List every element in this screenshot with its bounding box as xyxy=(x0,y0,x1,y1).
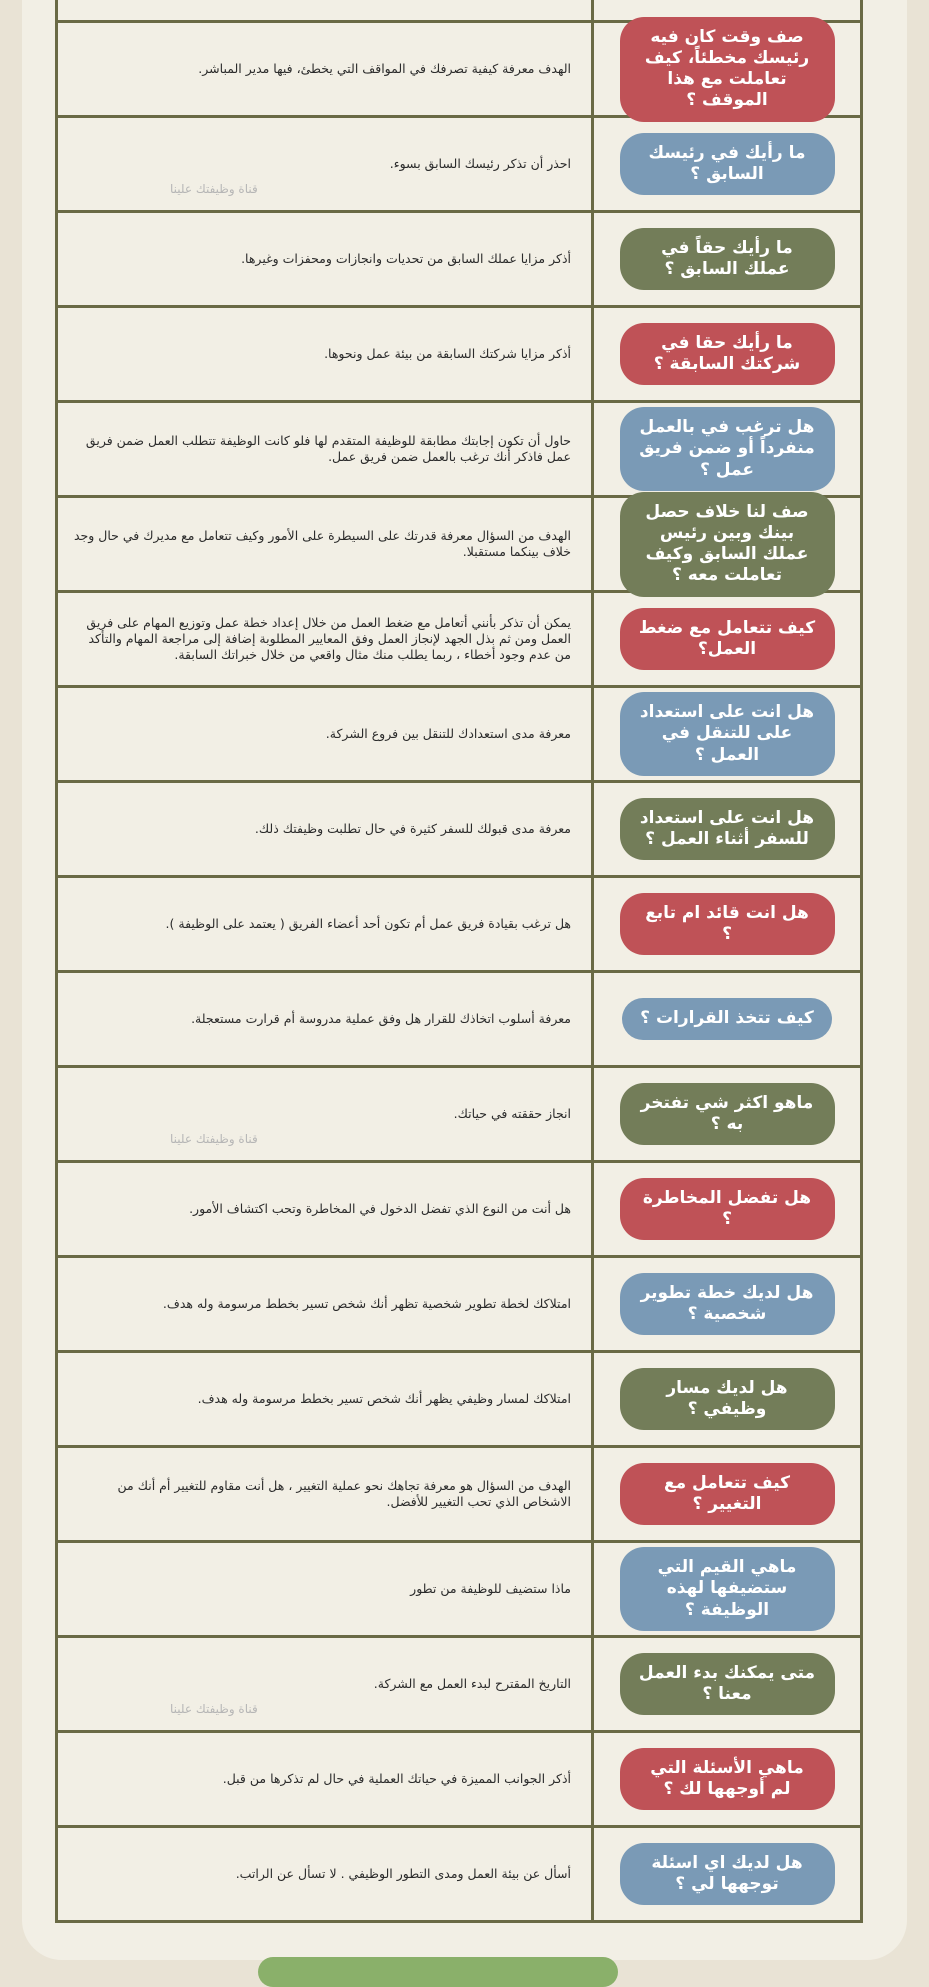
answer-cell xyxy=(58,688,591,780)
answer-cell xyxy=(58,973,591,1065)
table-row xyxy=(58,20,860,115)
answer-cell xyxy=(58,23,591,115)
question-cell xyxy=(591,1163,860,1255)
answer-cell xyxy=(58,783,591,875)
watermark-text: قناة وظيفتك علينا xyxy=(170,1702,258,1716)
answer-text: هل أنت من النوع الذي تفضل الدخول في المخاطرة وتحب اكتشاف الأمور. xyxy=(189,1200,571,1216)
interview-questions-table xyxy=(55,0,863,1923)
question-pill: ماهو اكثر شي تفتخر به ؟ xyxy=(620,1083,835,1146)
question-pill: هل لديك خطة تطوير شخصية ؟ xyxy=(620,1273,835,1336)
question-cell xyxy=(591,688,860,780)
table-row xyxy=(58,210,860,305)
question-pill: ماهي الأسئلة التي لم أوجهها لك ؟ xyxy=(620,1748,835,1811)
question-cell xyxy=(591,878,860,970)
question-cell xyxy=(591,1638,860,1730)
question-cell xyxy=(591,308,860,400)
answer-text: امتلاكك لمسار وظيفي يظهر أنك شخص تسير بخطط مرسومة وله هدف. xyxy=(197,1390,571,1406)
answer-cell xyxy=(58,403,591,495)
question-cell xyxy=(591,783,860,875)
answer-cell xyxy=(58,1733,591,1825)
answer-cell xyxy=(58,593,591,685)
table-row xyxy=(58,305,860,400)
question-pill: هل انت على استعداد للسفر أثناء العمل ؟ xyxy=(620,798,835,861)
answer-text: أذكر مزايا شركتك السابقة من بيئة عمل ونحوها. xyxy=(324,345,571,361)
answer-text: الهدف من السؤال معرفة قدرتك على السيطرة على الأمور وكيف تتعامل مع مديرك في حال وجد خلاف بينكما مستقبلا. xyxy=(73,527,571,559)
answer-text: معرفة مدى استعدادك للتنقل بين فروع الشركة. xyxy=(325,725,571,741)
answer-text: التاريخ المقترح لبدء العمل مع الشركة. xyxy=(373,1675,571,1691)
answer-text: أسأل عن بيئة العمل ومدى التطور الوظيفي . لا تسأل عن الراتب. xyxy=(235,1865,571,1881)
question-cell xyxy=(591,1543,860,1635)
answer-text: ماذا ستضيف للوظيفة من تطور xyxy=(410,1580,571,1596)
question-cell xyxy=(591,1353,860,1445)
question-cell xyxy=(591,118,860,210)
question-pill: كيف تتخذ القرارات ؟ xyxy=(622,998,832,1039)
question-cell xyxy=(591,1448,860,1540)
answer-cell xyxy=(58,1068,591,1160)
table-row xyxy=(58,780,860,875)
answer-cell xyxy=(58,1543,591,1635)
answer-cell xyxy=(58,1353,591,1445)
table-row xyxy=(58,1350,860,1445)
question-cell xyxy=(591,1733,860,1825)
answer-cell xyxy=(58,308,591,400)
question-cell xyxy=(591,23,860,115)
question-pill: هل انت على استعداد على للتنقل في العمل ؟ xyxy=(620,692,835,776)
question-cell xyxy=(591,1258,860,1350)
question-cell xyxy=(591,403,860,495)
answer-text: حاول أن تكون إجابتك مطابقة للوظيفة المتقدم لها فلو كانت الوظيفة تتطلب العمل ضمن فريق عمل فاذكر أنك ترغب بالعمل ضمن فريق عمل. xyxy=(85,432,571,464)
table-row xyxy=(58,590,860,685)
answer-text: الهدف من السؤال هو معرفة تجاهك نحو عملية التغيير ، هل أنت مقاوم للتغيير أم أنك من الاشخاص الذي تحب التغيير للأفضل. xyxy=(117,1477,571,1509)
answer-cell xyxy=(58,213,591,305)
question-cell xyxy=(591,1828,860,1920)
question-pill: متى يمكنك بدء العمل معنا ؟ xyxy=(620,1653,835,1716)
answer-cell xyxy=(58,118,591,210)
answer-cell xyxy=(58,1828,591,1920)
question-pill: كيف تتعامل مع ضغط العمل؟ xyxy=(620,608,835,671)
answer-text: أذكر مزايا عملك السابق من تحديات وانجازات ومحفزات وغيرها. xyxy=(241,250,571,266)
answer-text: معرفة أسلوب اتخاذك للقرار هل وفق عملية مدروسة أم قرارت مستعجلة. xyxy=(191,1010,571,1026)
question-pill: كيف تتعامل مع التغيير ؟ xyxy=(620,1463,835,1526)
table-row xyxy=(58,1540,860,1635)
bottom-action-button[interactable] xyxy=(258,1957,618,1987)
table-row xyxy=(58,1445,860,1540)
question-pill: هل ترغب في بالعمل منفرداً أو ضمن فريق عمل ؟ xyxy=(620,407,835,491)
table-row xyxy=(58,400,860,495)
question-pill: هل انت قائد ام تابع ؟ xyxy=(620,893,835,956)
table-row xyxy=(58,115,860,210)
watermark-text: قناة وظيفتك علينا xyxy=(170,182,258,196)
question-cell xyxy=(591,973,860,1065)
table-row xyxy=(58,1825,860,1920)
question-cell xyxy=(591,498,860,590)
question-cell xyxy=(591,593,860,685)
question-cell xyxy=(591,1068,860,1160)
watermark-text: قناة وظيفتك علينا xyxy=(170,1132,258,1146)
question-pill: صف وقت كان فيه رئيسك مخطئاً، كيف تعاملت مع هذا الموقف ؟ xyxy=(620,17,835,122)
table-row xyxy=(58,1160,860,1255)
question-pill: ما رأيك في رئيسك السابق ؟ xyxy=(620,133,835,196)
answer-cell xyxy=(58,1258,591,1350)
answer-cell xyxy=(58,1638,591,1730)
answer-text: هل ترغب بقيادة فريق عمل أم تكون أحد أعضاء الفريق ( يعتمد على الوظيفة ). xyxy=(165,915,571,931)
table-row xyxy=(58,1635,860,1730)
question-pill: صف لنا خلاف حصل بينك وبين رئيس عملك السابق وكيف تعاملت معه ؟ xyxy=(620,492,835,597)
question-cell xyxy=(591,213,860,305)
question-pill: ما رأيك حقا في شركتك السابقة ؟ xyxy=(620,323,835,386)
answer-text: يمكن أن تذكر بأنني أتعامل مع ضغط العمل من خلال إعداد خطة عمل وتوزيع المهام على فريق العمل ومن ثم بذل الجهد لإنجاز العمل وفق المعايير المطلوبة إضافة إلى مراجعة المهام والتأكد من عدم وجود أخطاء ، ربما يطلب منك مثال واقعي من خلال خبراتك السابقة. xyxy=(86,614,571,663)
question-pill: هل تفضل المخاطرة ؟ xyxy=(620,1178,835,1241)
question-pill: هل لديك مسار وظيفي ؟ xyxy=(620,1368,835,1431)
answer-text: الهدف معرفة كيفية تصرفك في المواقف التي يخطئ، فيها مدير المباشر. xyxy=(198,60,571,76)
answer-text: احذر أن تذكر رئيسك السابق بسوء. xyxy=(389,155,571,171)
table-row xyxy=(58,1730,860,1825)
answer-cell xyxy=(58,1448,591,1540)
question-pill: ما رأيك حقاً في عملك السابق ؟ xyxy=(620,228,835,291)
answer-cell xyxy=(58,878,591,970)
table-row xyxy=(58,875,860,970)
answer-text: أذكر الجوانب المميزة في حياتك العملية في حال لم تذكرها من قبل. xyxy=(222,1770,571,1786)
answer-text: انجاز حققته في حياتك. xyxy=(453,1105,571,1121)
question-pill: هل لديك اي اسئلة توجهها لي ؟ xyxy=(620,1843,835,1906)
answer-text: امتلاكك لخطة تطوير شخصية تظهر أنك شخص تسير بخطط مرسومة وله هدف. xyxy=(162,1295,571,1311)
answer-text: معرفة مدى قبولك للسفر كثيرة في حال تطلبت وظيفتك ذلك. xyxy=(254,820,571,836)
table-row xyxy=(58,970,860,1065)
table-row xyxy=(58,495,860,590)
table-row xyxy=(58,1255,860,1350)
answer-cell xyxy=(58,1163,591,1255)
table-row xyxy=(58,685,860,780)
table-row xyxy=(58,1065,860,1160)
question-pill: ماهي القيم التي ستضيفها لهذه الوظيفة ؟ xyxy=(620,1547,835,1631)
answer-cell xyxy=(58,498,591,590)
